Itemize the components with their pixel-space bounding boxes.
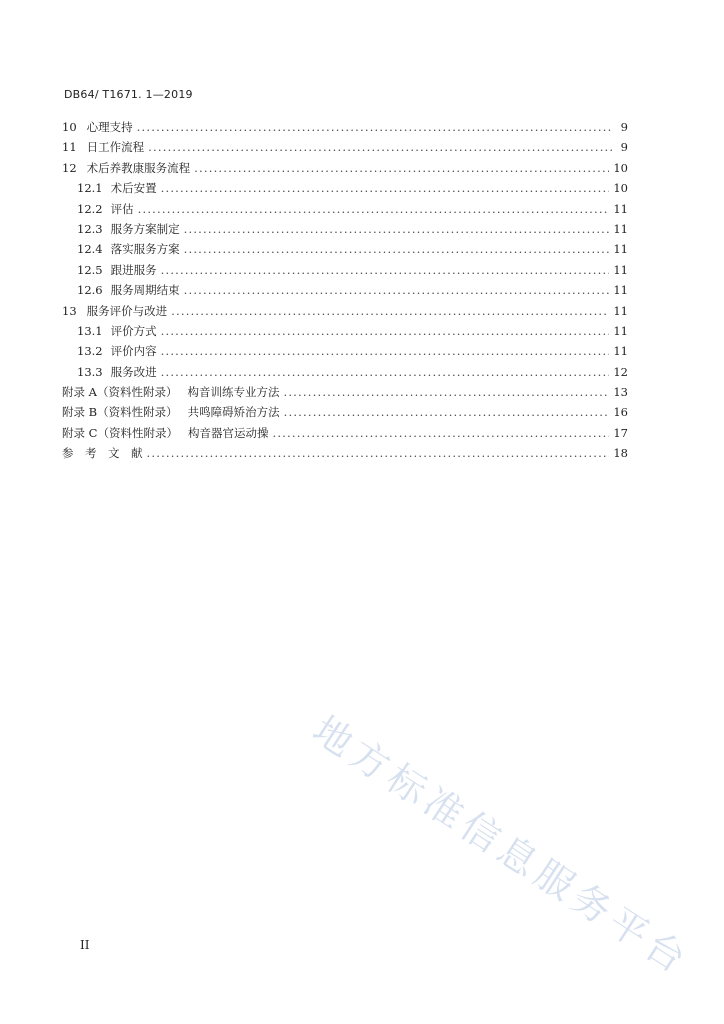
toc-entry-number: 13: [62, 303, 77, 318]
toc-entry-number: 附录 B（资料性附录）: [62, 405, 178, 420]
toc-dot-leader: [137, 117, 612, 137]
toc-dot-leader: [272, 423, 609, 443]
toc-entry-page: 11: [613, 262, 628, 277]
toc-entry-page: 11: [613, 221, 628, 236]
toc-entry-page: 9: [620, 120, 628, 134]
toc-entry-number: 12.2: [77, 201, 103, 216]
toc-entry-number: 12.6: [77, 283, 103, 298]
toc-dot-leader: [184, 239, 610, 259]
toc-dot-leader: [161, 341, 610, 361]
document-code: DB64/ T1671. 1—2019: [64, 88, 193, 101]
toc-entry-page: 11: [613, 283, 628, 298]
toc-dot-leader: [184, 280, 610, 300]
toc-entry-number: 13.1: [77, 323, 103, 338]
toc-dot-leader: [147, 443, 610, 463]
toc-entry-title: 评估: [110, 201, 134, 216]
toc-dot-leader: [283, 382, 609, 402]
toc-entry[interactable]: [62, 341, 628, 361]
toc-entry-title: 构音器官运动操: [187, 425, 269, 440]
toc-entry-title: 术后养教康服务流程: [86, 160, 191, 175]
toc-entry[interactable]: [62, 402, 628, 422]
toc-entry-page: 11: [613, 242, 628, 257]
toc-dot-leader: [171, 301, 609, 321]
toc-entry-number: 附录 C（资料性附录）: [62, 425, 178, 440]
toc-entry[interactable]: [62, 137, 628, 157]
toc-entry-number: 13.3: [77, 364, 103, 379]
toc-dot-leader: [194, 158, 609, 178]
toc-entry[interactable]: [62, 260, 628, 280]
toc-entry[interactable]: [62, 219, 628, 239]
toc-dot-leader: [161, 260, 610, 280]
toc-entry-number: 10: [62, 120, 77, 134]
toc-entry[interactable]: [62, 117, 628, 137]
toc-entry[interactable]: [62, 158, 628, 178]
toc-entry-page: 11: [613, 344, 628, 359]
toc-entry[interactable]: [62, 423, 628, 443]
toc-entry-page: 11: [613, 201, 628, 216]
toc-entry[interactable]: [62, 178, 628, 198]
toc-entry[interactable]: [62, 280, 628, 300]
toc-entry-title: 评价方式: [110, 323, 157, 338]
toc-entry[interactable]: [62, 321, 628, 341]
toc-entry-page: 17: [613, 425, 628, 440]
toc-entry-number: 11: [62, 140, 77, 155]
watermark: 地方标准信息服务平台: [305, 707, 699, 985]
toc-entry-number: 12.3: [77, 221, 103, 236]
toc-entry[interactable]: [62, 301, 628, 321]
toc-entry[interactable]: [62, 239, 628, 259]
toc-entry-title: 日工作流程: [86, 140, 145, 155]
toc-entry-page: 16: [613, 405, 628, 420]
toc-entry-page: 10: [613, 160, 628, 175]
toc-dot-leader: [161, 321, 610, 341]
toc-entry-page: 11: [613, 323, 628, 338]
toc-entry-number: 12.5: [77, 262, 103, 277]
toc-entry-page: 18: [613, 446, 628, 461]
toc-entry-title: 落实服务方案: [110, 242, 180, 257]
toc-entry-title: 参 考 文 献: [62, 446, 143, 461]
toc-entry-page: 9: [620, 140, 628, 155]
toc-entry-title: 构音训练专业方法: [187, 385, 280, 400]
toc-entry-title: 服务评价与改进: [86, 303, 168, 318]
toc-entry-number: 12.4: [77, 242, 103, 257]
toc-entry-number: 12: [62, 160, 77, 175]
table-of-contents: [62, 117, 628, 464]
toc-entry-number: 附录 A（资料性附录）: [62, 385, 178, 400]
toc-entry-title: 服务改进: [110, 364, 157, 379]
toc-dot-leader: [161, 178, 610, 198]
page-number: II: [80, 938, 90, 952]
toc-entry-title: 评价内容: [110, 344, 157, 359]
toc-entry-title: 术后安置: [110, 181, 157, 196]
toc-dot-leader: [148, 137, 612, 157]
toc-entry[interactable]: [62, 199, 628, 219]
toc-entry-title: 服务方案制定: [110, 221, 180, 236]
toc-entry-number: 13.2: [77, 344, 103, 359]
toc-dot-leader: [184, 219, 610, 239]
toc-entry-page: 11: [613, 303, 628, 318]
toc-entry-title: 心理支持: [86, 120, 133, 134]
toc-entry-number: 12.1: [77, 181, 103, 196]
toc-entry-page: 13: [613, 385, 628, 400]
toc-entry-page: 10: [613, 181, 628, 196]
toc-dot-leader: [161, 362, 610, 382]
toc-entry-title: 服务周期结束: [110, 283, 180, 298]
toc-entry-title: 跟进服务: [110, 262, 157, 277]
toc-entry-title: 共鸣障碍矫治方法: [187, 405, 280, 420]
toc-dot-leader: [284, 402, 610, 422]
toc-dot-leader: [138, 199, 610, 219]
toc-entry-page: 12: [613, 364, 628, 379]
toc-entry[interactable]: [62, 362, 628, 382]
toc-entry[interactable]: [62, 443, 628, 463]
toc-entry[interactable]: [62, 382, 628, 402]
